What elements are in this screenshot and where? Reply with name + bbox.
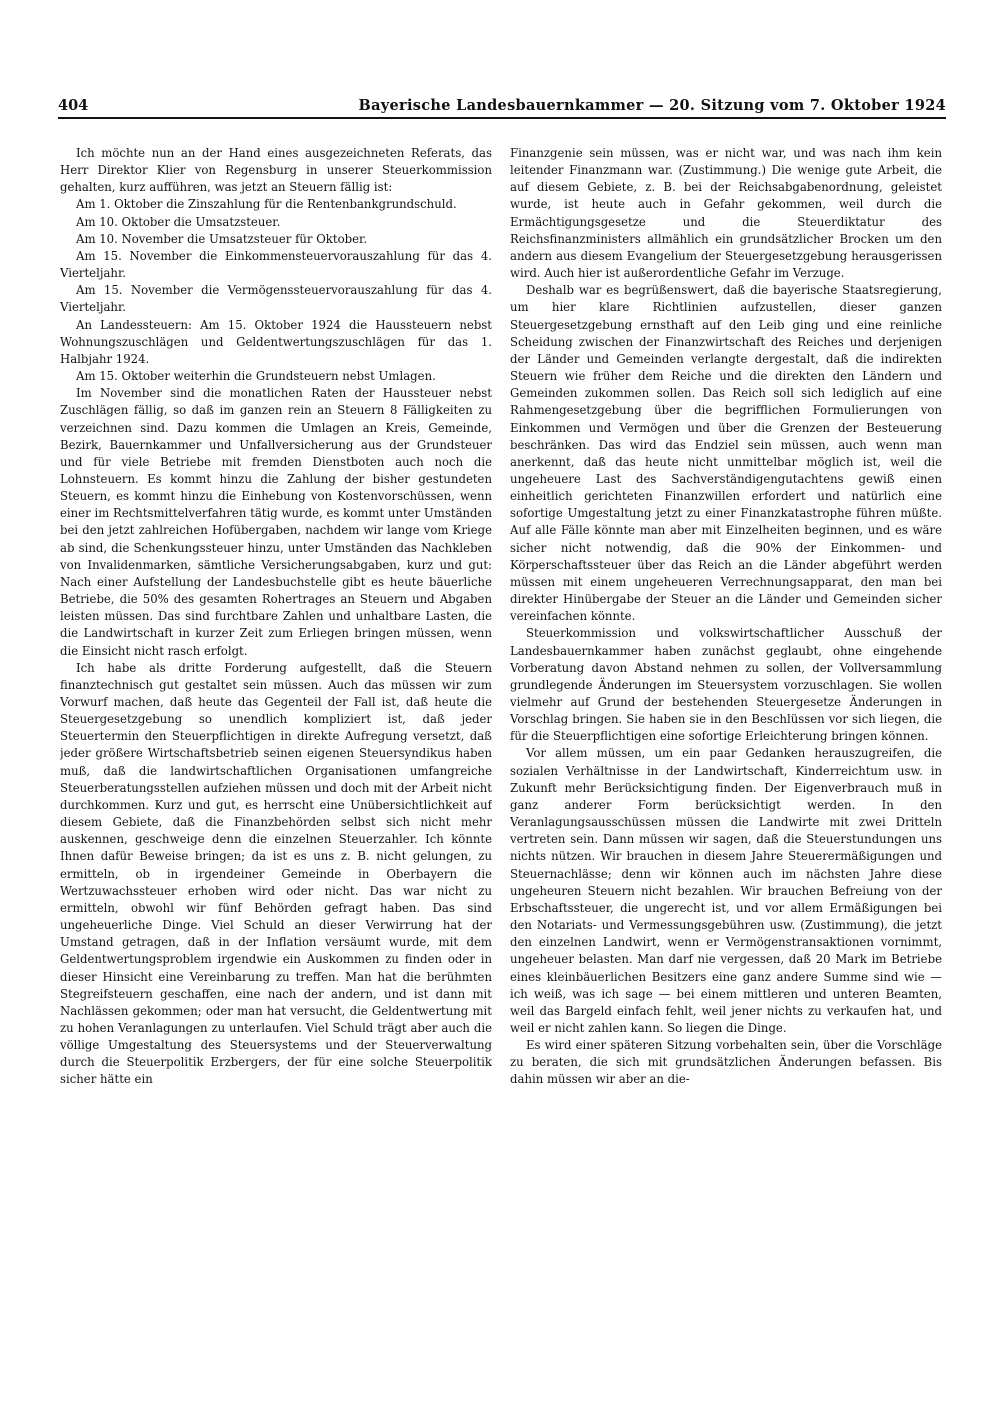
paragraph: Es wird einer späteren Sitzung vorbehalten sein, über die Vorschläge zu beraten, die sich mit grundsätzlichen Änderungen befassen. Bis dahin müssen wir aber an die- xyxy=(510,1038,942,1087)
right-column xyxy=(510,145,942,1325)
paragraph: Am 1. Oktober die Zinszahlung für die Rentenbankgrundschuld. xyxy=(76,197,457,212)
paragraph: Am 10. November die Umsatzsteuer für Oktober. xyxy=(76,231,368,246)
header-rule xyxy=(58,117,946,119)
paragraph: Am 15. November die Einkommensteuervorauszahlung für das 4. Vierteljahr. xyxy=(60,248,492,281)
paragraph: Am 15. Oktober weiterhin die Grundsteuern nebst Umlagen. xyxy=(76,369,436,384)
header-title: Bayerische Landesbauernkammer — 20. Sitzung vom 7. Oktober 1924 xyxy=(358,97,946,114)
paragraph: Finanzgenie sein müssen, was er nicht war, und was nach ihm kein leitender Finanzmann war. (Zustimmung.) Die wenige gute Arbeit, die auf diesem Gebiete, z. B. bei der Reichsabgabenordnung, geleistet wurde, ist heute auch in Gefahr gekommen, weil durch die Ermächtigungsgesetze und die Steuerdiktatur des Reichsfinanzministers allmählich ein grundsätzlicher Brocken um den andern aus diesem Evangelium der Steuergesetzgebung herausgerissen wird. Auch hier ist außerordentliche Gefahr im Verzuge. xyxy=(510,146,942,281)
paragraph: Am 10. Oktober die Umsatzsteuer. xyxy=(76,214,281,229)
page-number: 404 xyxy=(58,97,89,114)
paragraph: Deshalb war es begrüßenswert, daß die bayerische Staatsregierung, um hier klare Richtlinien aufzustellen, dieser ganzen Steuergesetzgebung ernsthaft auf den Leib ging und eine reinliche Scheidung zwischen der Finanzwirtschaft des Reiches und derjenigen der Länder und Gemeinden verlangte dergestalt, daß die indirekten Steuern wie früher dem Reiche und die direkten den Ländern und Gemeinden zukommen sollen. Das Reich soll sich lediglich auf eine Rahmengesetzgebung über die begrifflichen Formulierungen von Einkommen und Vermögen und über die Grenzen der Besteuerung beschränken. Das wird das Endziel sein müssen, auch wenn man anerkennt, daß das heute nicht unmittelbar möglich ist, weil die ungeheuere Last des Sachverständigengutachtens gewiß einen einheitlich gerichteten Finanzwillen erfordert und natürlich eine sofortige Umgestaltung jetzt zu einer Finanzkatastrophe führen müßte. Auf alle Fälle könnte man aber mit Einzelheiten beginnen, und es wäre sicher nicht notwendig, daß die 90% der Einkommen- und Körperschaftssteuer über das Reich an die Länder abgeführt werden müssen mit einem ungeheueren Verrechnungsapparat, den man bei direkter Hinübergabe der Steuer an die Länder und Gemeinden sicher vereinfachen könnte. xyxy=(510,283,942,624)
left-column xyxy=(60,145,492,1325)
paragraph: Ich habe als dritte Forderung aufgestellt, daß die Steuern finanztechnisch gut gestaltet sein müssen. Auch das müssen wir zum Vorwurf machen, daß heute das Gegenteil der Fall ist, daß heute die Steuergesetzgebung so unendlich kompliziert ist, daß jeder Steuertermin den Steuerpflichtigen in direkte Aufregung versetzt, daß jeder größere Wirtschaftsbetrieb seinen eigenen Steuersyndikus haben muß, daß die landwirtschaftlichen Organisationen umfangreiche Steuerberatungsstellen aufziehen müssen und doch mit der Arbeit nicht durchkommen. Kurz und gut, es herrscht eine Unübersichtlichkeit auf diesem Gebiete, daß die Finanzbehörden selbst sich nicht mehr auskennen, geschweige denn die einzelnen Steuerzahler. Ich könnte Ihnen dafür Beweise bringen; da ist es uns z. B. nicht gelungen, zu ermitteln, ob in irgendeiner Gemeinde in Oberbayern die Wertzuwachssteuer erhoben wird oder nicht. Das war nicht zu ermitteln, obwohl wir fünf Behörden gefragt haben. Das sind ungeheuerliche Dinge. Viel Schuld an dieser Verwirrung hat der Umstand getragen, daß in der Inflation versäumt wurde, mit dem Geldentwertungsproblem irgendwie ein Auskommen zu finden oder in dieser Hinsicht eine Vereinbarung zu treffen. Man hat die berühmten Stegreifsteuern geschaffen, eine nach der andern, und ist dann mit Nachlässen gekommen; oder man hat versucht, die Geldentwertung mit zu hohen Veranlagungen zu unterlaufen. Viel Schuld trägt aber auch die völlige Umgestaltung des Steuersystems und der Steuerverwaltung durch die Steuerpolitik Erzbergers, der für eine solche Steuerpolitik sicher hätte ein xyxy=(60,660,492,1087)
paragraph: Ich möchte nun an der Hand eines ausgezeichneten Referats, das Herr Direktor Klier von Regensburg in unserer Steuerkommission gehalten, kurz aufführen, was jetzt an Steuern fällig ist: xyxy=(60,146,492,195)
paragraph: An Landessteuern: Am 15. Oktober 1924 die Haussteuern nebst Wohnungszuschlägen und Geldentwertungszuschlägen für das 1. Halbjahr 1924. xyxy=(60,317,492,366)
paragraph: Am 15. November die Vermögenssteuervorauszahlung für das 4. Vierteljahr. xyxy=(60,283,492,315)
paragraph: Vor allem müssen, um ein paar Gedanken herauszugreifen, die sozialen Verhältnisse in der Landwirtschaft, Kinderreichtum usw. in Zukunft mehr Berücksichtigung finden. Der Eigenverbrauch muß in ganz anderer Form berücksichtigt werden. In den Veranlagungsausschüssen müssen die Landwirte mit zwei Dritteln vertreten sein. Dann müssen wir sagen, daß die Steuerstundungen uns nichts nützen. Wir brauchen in diesem Jahre Steuerermäßigungen und Steuernachlässe; denn wir können auch im nächsten Jahre diese ungeheuren Steuern nicht bezahlen. Wir brauchen Befreiung von der Erbschaftssteuer, die ungerecht ist, und vor allem Ermäßigungen bei den Notariats- und Vermessungsgebühren usw. (Zustimmung), die jetzt den einzelnen Landwirt, wenn er Vermögenstransaktionen vornimmt, ungeheuer belasten. Man darf nie vergessen, daß 20 Mark im Betriebe eines kleinbäuerlichen Besitzers eine ganz andere Summe sind wie — ich weiß, was ich sage — bei einem mittleren und unteren Beamten, weil das Bargeld einfach fehlt, weil jener nichts zu verkaufen hat, und weil er nicht zahlen kann. So liegen die Dinge. xyxy=(510,746,942,1035)
paragraph: Im November sind die monatlichen Raten der Haussteuer nebst Zuschlägen fällig, so daß im ganzen rein an Steuern 8 Fälligkeiten zu verzeichnen sind. Dazu kommen die Umlagen an Kreis, Gemeinde, Bezirk, Bauernkammer und Unfallversicherung aus der Grundsteuer und für viele Betriebe mit fremden Dienstboten auch noch die Lohnsteuern. Es kommt hinzu die Zahlung der bisher gestundeten Steuern, es kommt hinzu die Einhebung von Kostenvorschüssen, wenn einer im Rechtsmittelverfahren tätig wurde, es kommt unter Umständen bei den jetzt zahlreichen Hofübergaben, nachdem wir lange vom Kriege ab sind, die Schenkungssteuer hinzu, unter Umständen das Nachkleben von Invalidenmarken, sämtliche Versicherungsabgaben, kurz und gut: Nach einer Aufstellung der Landesbuchstelle gibt es heute bäuerliche Betriebe, die 50% des gesamten Rohertrages an Steuern und Abgaben leisten müssen. Das sind furchtbare Zahlen und unhaltbare Lasten, die die Landwirtschaft in kurzer Zeit zum Erliegen bringen müssen, wenn die Einsicht nicht rasch erfolgt. xyxy=(60,386,492,658)
paragraph: Steuerkommission und volkswirtschaftlicher Ausschuß der Landesbauernkammer haben zunächst geglaubt, ohne eingehende Vorberatung davon Abstand nehmen zu sollen, der Vollversammlung grundlegende Änderungen im Steuersystem vorzuschlagen. Sie wollen vielmehr auf Grund der bestehenden Steuergesetze Änderungen in Vorschlag bringen. Sie haben sie in den Beschlüssen vor sich liegen, die für die Steuerpflichtigen eine sofortige Erleichterung bringen können. xyxy=(510,626,942,744)
